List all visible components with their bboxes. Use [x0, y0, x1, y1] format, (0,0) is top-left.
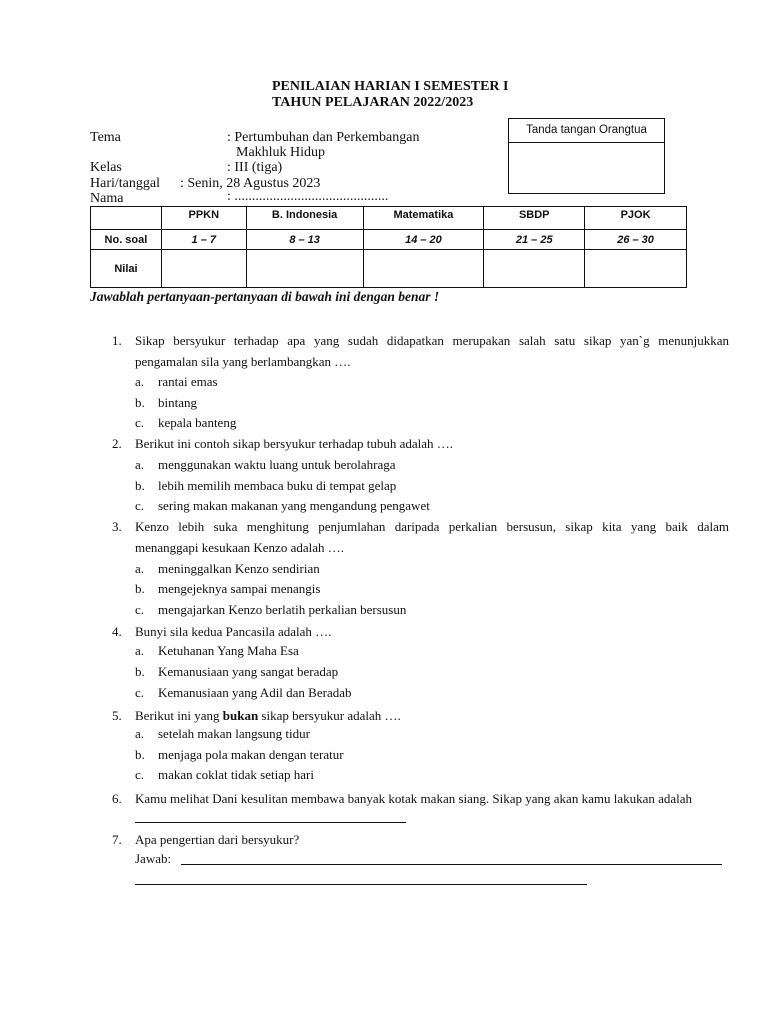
question-text-cont: menanggapi kesukaan Kenzo adalah …. [135, 540, 345, 555]
answer-option[interactable]: menjaga pola makan dengan teratur [158, 747, 344, 762]
question-2 [112, 433, 729, 454]
answer-option[interactable]: lebih memilih membaca buku di tempat gelap [158, 478, 397, 493]
option-letter: a. [135, 561, 145, 576]
question-text-cont: pengamalan sila yang berlambangkan …. [135, 354, 351, 369]
option-letter: a. [135, 726, 145, 741]
answer-option[interactable]: setelah makan langsung tidur [158, 726, 310, 741]
answer-option[interactable]: meninggalkan Kenzo sendirian [158, 561, 320, 576]
nilai-cell[interactable] [484, 250, 585, 288]
kelas-label: Kelas [90, 160, 122, 175]
no-soal-label: No. soal [91, 230, 162, 250]
question-7 [112, 829, 729, 850]
option-letter: c. [135, 415, 145, 430]
answer-option[interactable]: menggunakan waktu luang untuk berolahraga [158, 457, 396, 472]
question-6 [112, 788, 729, 809]
question-text-part: sikap bersyukur adalah …. [258, 708, 401, 723]
answer-option[interactable]: Kemanusiaan yang sangat beradap [158, 664, 339, 679]
option-letter: c. [135, 602, 145, 617]
question-text: Kenzo lebih suka menghitung penjumlahan daripada perkalian bersusun, sikap kita yang baik dalam [135, 519, 729, 534]
question-number: 3. [112, 519, 122, 534]
question-text: Berikut ini contoh sikap bersyukur terhadap tubuh adalah …. [135, 436, 454, 451]
question-range: 14 – 20 [363, 230, 484, 250]
answer-option[interactable]: mengajarkan Kenzo berlatih perkalian bersusun [158, 602, 407, 617]
answer-option[interactable]: sering makan makanan yang mengandung pengawet [158, 498, 430, 513]
exam-title: PENILAIAN HARIAN I SEMESTER I [272, 79, 509, 94]
question-text: Sikap bersyukur terhadap apa yang sudah didapatkan merupakan salah satu sikap yan`g menunjukkan [135, 333, 729, 348]
hari-label: Hari/tanggal [90, 176, 160, 191]
question-text-part: Berikut ini yang [135, 708, 223, 723]
question-number: 4. [112, 624, 122, 639]
answer-option[interactable]: bintang [158, 395, 197, 410]
nama-field[interactable]: : ............................................ [227, 189, 389, 204]
answer-line[interactable] [135, 884, 587, 885]
question-range: 26 – 30 [585, 230, 687, 250]
nilai-cell[interactable] [585, 250, 687, 288]
nilai-cell[interactable] [363, 250, 484, 288]
question-range: 1 – 7 [161, 230, 246, 250]
option-letter: c. [135, 498, 145, 513]
option-letter: b. [135, 664, 145, 679]
table-row [91, 230, 687, 250]
question-4 [112, 621, 729, 642]
score-table [90, 206, 687, 288]
question-3 [112, 516, 729, 558]
answer-option[interactable]: rantai emas [158, 374, 218, 389]
option-letter: a. [135, 643, 145, 658]
option-letter: c. [135, 767, 145, 782]
subject-header: PJOK [585, 207, 687, 230]
nilai-label: Nilai [91, 250, 162, 288]
table-row [91, 250, 687, 288]
question-number: 1. [112, 333, 122, 348]
question-1 [112, 330, 729, 372]
question-text [135, 705, 729, 726]
emphasis-word: bukan [222, 708, 259, 723]
school-year-title: TAHUN PELAJARAN 2022/2023 [272, 95, 474, 110]
table-corner-cell [91, 207, 162, 230]
option-letter: c. [135, 685, 145, 700]
question-text: Apa pengertian dari bersyukur? [135, 832, 300, 847]
option-letter: b. [135, 478, 145, 493]
tema-label: Tema [90, 130, 121, 145]
signature-label: Tanda tangan Orangtua [509, 119, 664, 143]
question-number: 2. [112, 436, 122, 451]
option-letter: a. [135, 374, 145, 389]
tema-value: : Pertumbuhan dan Perkembangan [227, 130, 420, 145]
subject-header: Matematika [363, 207, 484, 230]
option-letter: b. [135, 581, 145, 596]
question-range: 21 – 25 [484, 230, 585, 250]
question-number: 5. [112, 708, 122, 723]
question-text: Kamu melihat Dani kesulitan membawa banyak kotak makan siang. Sikap yang akan kamu lakukan adalah [135, 791, 693, 806]
answer-line[interactable] [181, 864, 722, 865]
parent-signature-box[interactable] [508, 118, 665, 194]
hari-value: : Senin, 28 Agustus 2023 [180, 176, 321, 191]
subject-header: SBDP [484, 207, 585, 230]
answer-option[interactable]: kepala banteng [158, 415, 237, 430]
nilai-cell[interactable] [246, 250, 363, 288]
option-letter: b. [135, 747, 145, 762]
subject-header: PPKN [161, 207, 246, 230]
question-number: 6. [112, 791, 122, 806]
answer-line[interactable] [135, 822, 406, 823]
table-header-row [91, 207, 687, 230]
question-5 [112, 705, 729, 726]
answer-option[interactable]: Kemanusiaan yang Adil dan Beradab [158, 685, 352, 700]
subject-header: B. Indonesia [246, 207, 363, 230]
question-text: Bunyi sila kedua Pancasila adalah …. [135, 624, 332, 639]
answer-option[interactable]: makan coklat tidak setiap hari [158, 767, 314, 782]
instructions: Jawablah pertanyaan-pertanyaan di bawah ini dengan benar ! [90, 289, 440, 304]
option-letter: a. [135, 457, 145, 472]
tema-value-cont: Makhluk Hidup [236, 145, 326, 160]
question-number: 7. [112, 832, 122, 847]
question-range: 8 – 13 [246, 230, 363, 250]
nilai-cell[interactable] [161, 250, 246, 288]
answer-label: Jawab: [135, 851, 172, 866]
answer-option[interactable]: mengejeknya sampai menangis [158, 581, 321, 596]
option-letter: b. [135, 395, 145, 410]
answer-option[interactable]: Ketuhanan Yang Maha Esa [158, 643, 299, 658]
nama-label: Nama [90, 191, 124, 206]
kelas-value: : III (tiga) [227, 160, 283, 175]
